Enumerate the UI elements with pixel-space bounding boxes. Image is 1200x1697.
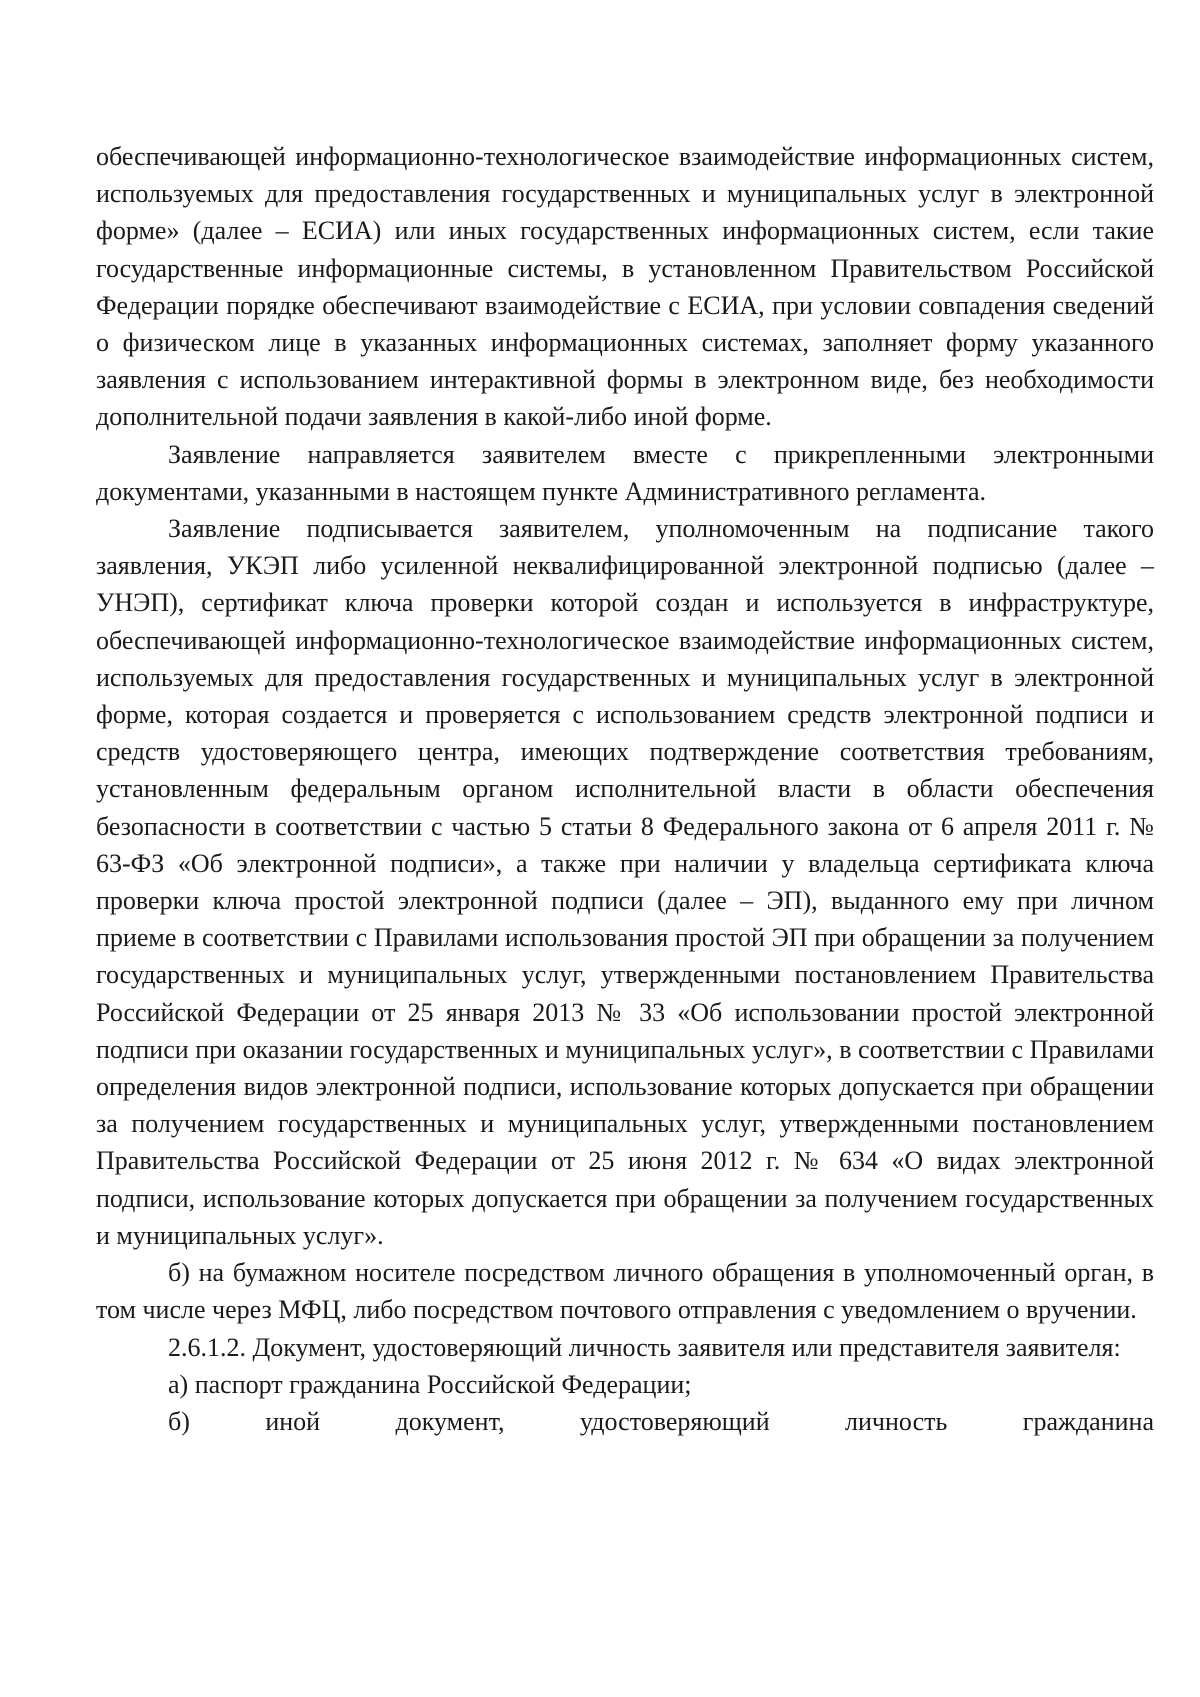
paragraph-signature: Заявление подписывается заявителем, уполномоченным на подписание такого заявления, УКЭП либо усиленной неквалифицированной электронной подписью (далее – УНЭП), сертификат ключа проверки которой создан и используется в инфраструктуре, обеспечивающей информационно-технологическое взаимодействие информационных систем, используемых для предоставления государственных и муниципальных услуг в электронной форме, которая создается и проверяется с использованием средств электронной подписи и средств удостоверяющего центра, имеющих подтверждение соответствия требованиям, установленным федеральным органом исполнительной власти в области обеспечения безопасности в соответствии с частью 5 статьи 8 Федерального закона от 6 апреля 2011 г. № 63-ФЗ «Об электронной подписи», а также при наличии у владельца сертификата ключа проверки ключа простой электронной подписи (далее – ЭП), выданного ему при личном приеме в соответствии с Правилами использования простой ЭП при обращении за получением государственных и муниципальных услуг, утвержденными постановлением Правительства Российской Федерации от 25 января 2013 № 33 «Об использовании простой электронной подписи при оказании государственных и муниципальных услуг», в соответствии с Правилами определения видов электронной подписи, использование которых допускается при обращении за получением государственных и муниципальных услуг, утвержденными постановлением Правительства Российской Федерации от 25 июня 2012 г. № 634 «О видах электронной подписи, использование которых допускается при обращении за получением государственных и муниципальных услуг». [96, 514, 1154, 1250]
paragraph-identity-document: 2.6.1.2. Документ, удостоверяющий личность заявителя или представителя заявителя: [168, 1332, 1121, 1362]
paragraph-esia-continuation: обеспечивающей информационно-технологическое взаимодействие информационных систем, используемых для предоставления государственных и муниципальных услуг в электронной форме» (далее – ЕСИА) или иных государственных информационных систем, если такие государственные информационные системы, в установленном Правительством Российской Федерации порядке обеспечивают взаимодействие с ЕСИА, при условии совпадения сведений о физическом лице в указанных информационных системах, заполняет форму указанного заявления с использованием интерактивной формы в электронном виде, без необходимости дополнительной подачи заявления в какой-либо иной форме. [96, 142, 1154, 432]
document-body [96, 138, 1154, 1440]
list-item-other-document: б) иной документ, удостоверяющий личность гражданина [168, 1406, 1154, 1436]
list-item-passport: а) паспорт гражданина Российской Федерации; [168, 1369, 692, 1399]
paragraph-paper-submission: б) на бумажном носителе посредством личного обращения в уполномоченный орган, в том числе через МФЦ, либо посредством почтового отправления с уведомлением о вручении. [96, 1258, 1154, 1325]
paragraph-attachments: Заявление направляется заявителем вместе с прикрепленными электронными документами, указанными в настоящем пункте Административного регламента. [96, 439, 1154, 506]
